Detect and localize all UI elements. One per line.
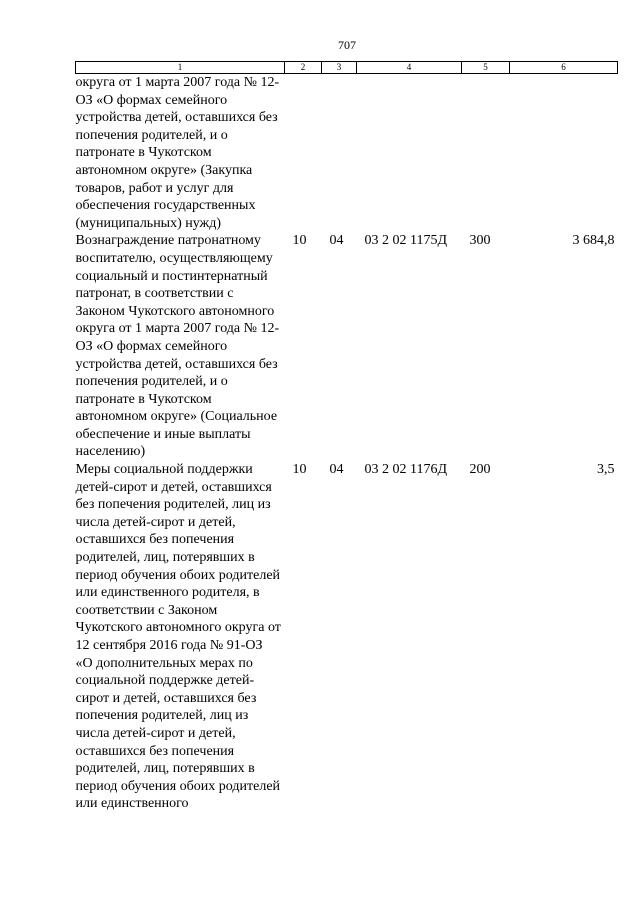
row-code bbox=[357, 74, 462, 233]
row-subsection bbox=[322, 74, 357, 233]
page-number: 707 bbox=[338, 38, 356, 52]
budget-table bbox=[75, 61, 618, 813]
row-name: Вознаграждение патронатному воспитателю, осуществляющему социальный и постинтернатный патронат, в соответствии с Законом Чукотского автономного округа от 1 марта 2007 года № 12-ОЗ «О формах семейного устройства детей, оставшихся без попечения родителей, и о патронате в Чукотском автономном округе» (Социальное обеспечение и иные выплаты населению) bbox=[75, 233, 280, 460]
header-col-4: 4 bbox=[357, 62, 462, 74]
row-section: 10 bbox=[292, 462, 307, 478]
header-row bbox=[76, 62, 618, 74]
header-col-3: 3 bbox=[322, 62, 357, 74]
header-col-1: 1 bbox=[76, 62, 285, 74]
row-amount bbox=[510, 74, 618, 233]
table-row bbox=[76, 461, 618, 813]
row-section bbox=[285, 74, 322, 233]
header-col-6: 6 bbox=[510, 62, 618, 74]
row-code: 03 2 02 1176Д bbox=[364, 462, 448, 478]
header-col-5: 5 bbox=[462, 62, 510, 74]
row-subsection: 04 bbox=[329, 462, 344, 478]
table-row bbox=[76, 232, 618, 461]
row-amount: 3,5 bbox=[597, 462, 615, 478]
table-row bbox=[76, 74, 618, 233]
header-col-2: 2 bbox=[285, 62, 322, 74]
row-section: 10 bbox=[292, 233, 307, 249]
row-type bbox=[462, 74, 510, 233]
row-name: Меры социальной поддержки детей-сирот и детей, оставшихся без попечения родителей, лиц из числа детей-сирот и детей, оставшихся без попечения родителей, лиц, потерявших в период обучения обоих родителей или единственного родителя, в соответствии с Законом Чукотского автономного округа от 12 сентября 2016 года № 91-ОЗ «О дополнительных мерах по социальной поддержке детей-сирот и детей, оставшихся без попечения родителей, лиц из числа детей-сирот и детей, оставшихся без попечения родителей, лиц, потерявших в период обучения обоих родителей или единственного bbox=[75, 462, 281, 812]
row-subsection: 04 bbox=[329, 233, 344, 249]
row-name: округа от 1 марта 2007 года № 12-ОЗ «О формах семейного устройства детей, оставшихся без попечения родителей, и о патронате в Чукотском автономном округе» (Закупка товаров, работ и услуг для обеспечения государственных (муниципальных) нужд) bbox=[75, 75, 280, 231]
row-type: 300 bbox=[469, 233, 491, 249]
row-amount: 3 684,8 bbox=[572, 233, 615, 249]
row-type: 200 bbox=[469, 462, 491, 478]
row-code: 03 2 02 1175Д bbox=[364, 233, 448, 249]
